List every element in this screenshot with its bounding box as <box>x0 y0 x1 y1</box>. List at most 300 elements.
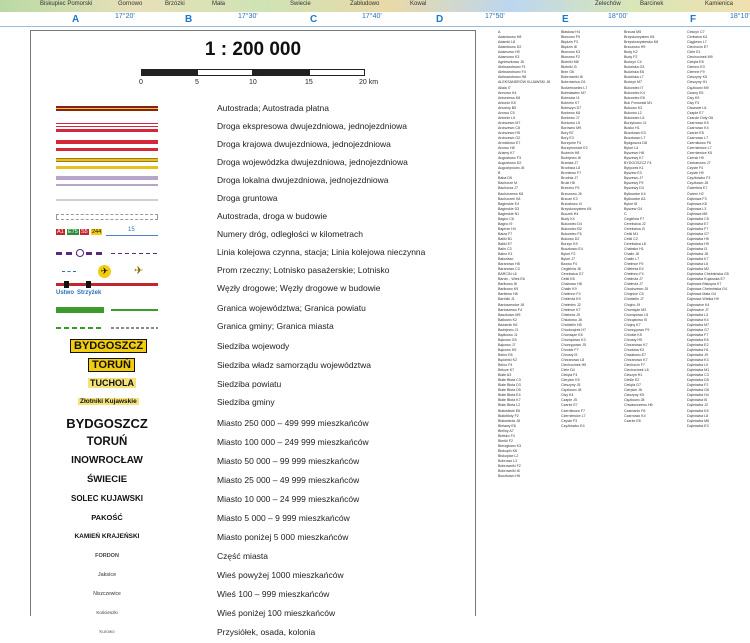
index-entry: Brzyskorzystew K8 <box>561 206 592 211</box>
legend-row-city-100k <box>31 435 475 453</box>
top-map-strip <box>0 0 750 12</box>
index-entry: Bukowiec F6 <box>561 231 582 236</box>
index-entry: Dąbrowa M5 <box>687 211 708 216</box>
legend-label: Granica województwa; Granica powiatu <box>217 303 366 313</box>
index-entry: Chobielin J7 <box>624 297 644 302</box>
meridian-label: 17°20' <box>115 13 135 20</box>
index-entry: Chojny K7 <box>624 322 641 327</box>
town-label: INOWROCŁAW <box>71 455 143 466</box>
index-entry: Chrośle K5 <box>624 332 642 337</box>
index-entry: Ciosny E5 <box>687 90 704 95</box>
map-label: Mała <box>212 1 226 7</box>
index-entry: Budy K2 <box>624 50 638 55</box>
legend-label: Wieś powyżej 1000 mieszkańców <box>217 570 344 580</box>
index-entry: Dąbrówka K3 <box>687 358 709 363</box>
legend-row-commune-border <box>31 319 475 337</box>
index-entry: Chodorążek H7 <box>561 327 586 332</box>
index-entry: Aleksandrowo F4 <box>498 70 526 75</box>
legend-label: Wieś poniżej 100 mieszkańców <box>217 608 336 618</box>
legend-row-city-25k <box>31 473 475 491</box>
legend-label: Droga ekspresowa dwujezdniowa, jednojezdniowa <box>217 121 407 131</box>
index-entry: Dąbrówka Chełmińska G5 <box>687 272 729 277</box>
town-label: FORDON <box>95 553 119 559</box>
index-entry: Błotniki M8 <box>561 60 579 65</box>
index-entry: Czernikowo F7 <box>561 408 585 413</box>
index-entry: Bukowo K3 <box>624 105 643 110</box>
index-entry: Dąbrówka E7 <box>687 221 709 226</box>
index-entry: Białe Błota D5 <box>498 388 521 393</box>
index-entry: Cetki K8 <box>561 277 575 282</box>
index-entry: Chalin K9 <box>561 287 577 292</box>
index-entry: Dąbrówka C3 <box>687 373 709 378</box>
index-entry: Czarnowo K4 <box>687 125 709 130</box>
index-entry: Dąbrowa Wielka H9 <box>687 297 719 302</box>
index-entry: Budy K4 <box>561 216 575 221</box>
ferry-airport-symbol <box>56 263 158 281</box>
index-entry: Chrzanowo K7 <box>624 358 648 363</box>
index-entry: Aleksandrowo F1 <box>498 65 526 70</box>
index-entry: Biełsko F4 <box>498 433 515 438</box>
index-entry: Błonowo F9 <box>561 35 580 40</box>
index-entry: Buczek H4 <box>561 211 579 216</box>
index-entry: Czerniewice K5 <box>687 151 712 156</box>
grid-column-letters <box>0 13 750 27</box>
map-label: Kamienica <box>705 1 734 7</box>
motorway-symbol <box>56 101 158 119</box>
town-label: Kurowo <box>99 629 115 634</box>
grid-column-b: B <box>185 14 193 25</box>
index-entry: Dąbrówka E3 <box>687 423 709 428</box>
map-label: Gornowo <box>118 1 143 7</box>
index-entry: Cerekwica L8 <box>624 241 646 246</box>
index-entry: Agnieszkowo J6 <box>498 60 524 65</box>
index-entry: Cekcyn C7 <box>687 30 705 34</box>
index-entry: Ciechocinek H5 <box>561 363 587 368</box>
index-entry: Chełmce F9 <box>624 262 644 267</box>
meridian-label: 18°00' <box>608 13 628 20</box>
index-entry: Bartoszewice J8 <box>498 302 525 307</box>
index-entry: Barłkowo K9 <box>498 287 519 292</box>
index-entry: Antoniewo K8 <box>498 95 521 100</box>
index-entry: Biskupin K6 <box>498 448 517 453</box>
index-entry: Boczkowo H6 <box>498 474 520 479</box>
town-label: Kościeszki <box>96 610 118 615</box>
index-entry: Błonowo F2 <box>561 55 580 60</box>
index-entry: Augustowo D2 <box>498 161 522 166</box>
index-entry: Dąbrówka F7 <box>687 332 709 337</box>
index-entry: Bnin G6 <box>561 70 574 75</box>
index-entry: Dąbrówka K7 <box>687 257 709 262</box>
index-entry: Bazarnik K6 <box>498 322 518 327</box>
place-name-index <box>498 30 750 615</box>
index-entry: Chorzępowo J5 <box>561 342 586 347</box>
index-entry: Cisy K4 <box>561 393 574 398</box>
index-entry: Chomętowo L5 <box>624 312 649 317</box>
index-entry: Brzyskorzystew K8 <box>624 35 655 40</box>
map-label: Barcinek <box>640 1 664 7</box>
index-entry: Bachorzek K8 <box>498 196 521 201</box>
index-entry: Czarnowo K4 <box>624 413 646 418</box>
index-entry: Anusiny B5 <box>498 105 517 110</box>
index-entry: Cerekwica J2 <box>624 221 646 226</box>
index-entry: Dąbrowa F3 <box>687 196 707 201</box>
index-column <box>561 30 624 615</box>
council-seat-symbol <box>56 358 158 376</box>
index-entry: Dąbrówka I6 <box>687 398 708 403</box>
index-entry: Boniewo J7 <box>561 115 580 120</box>
county-seat-symbol <box>56 377 158 395</box>
index-entry: Augustowo F3 <box>498 156 521 161</box>
index-entry: Budy F2 <box>624 55 638 60</box>
index-entry: Dąbrówka E6 <box>687 337 709 342</box>
town-symbol <box>56 454 158 472</box>
index-entry: Dąbrówka G6 <box>687 388 709 393</box>
legend-label: Droga krajowa dwujezdniowa, jednojezdniowa <box>217 139 391 149</box>
index-entry: Cielęta G7 <box>624 383 641 388</box>
index-entry: Bartlewo H8 <box>498 292 518 297</box>
index-entry: Biskupice L2 <box>498 453 519 458</box>
index-entry: Allala I7 <box>498 85 511 90</box>
town-symbol <box>56 587 158 605</box>
index-entry: Chociszewo J5 <box>624 287 649 292</box>
index-entry: Bukówiec L5 <box>624 115 645 120</box>
scale-segment <box>197 69 253 76</box>
index-entry: Cerekwica I3 <box>624 226 645 231</box>
index-entry: Byszewy F9 <box>624 181 644 186</box>
legend-label: Siedziba władz samorządu województwa <box>217 360 372 370</box>
scale-bar <box>141 69 365 76</box>
index-entry: Ciechocin E7 <box>687 45 709 50</box>
national-road-symbol <box>56 137 158 155</box>
legend-row-city-part <box>31 549 475 567</box>
index-entry: Bolewice I4 <box>561 95 580 100</box>
index-entry: Ciechocinek M9 <box>687 55 713 60</box>
index-entry: Anowo C5 <box>498 110 515 115</box>
index-entry: Ciechocinek L8 <box>624 368 649 373</box>
legend-row-city-5k <box>31 511 475 529</box>
legend-panel <box>30 30 476 637</box>
index-entry: Czarcie Doły G6 <box>687 115 714 120</box>
index-entry: Chalin J8 <box>624 252 639 257</box>
airport-icon: ✈ <box>98 265 111 278</box>
index-entry: Chabowo H8 <box>561 282 582 287</box>
index-entry: Dąbrowice K4 <box>687 302 710 307</box>
town-symbol <box>56 625 158 643</box>
index-entry: Baginskie E4 <box>498 201 519 206</box>
index-entry: Bukowo L2 <box>624 110 642 115</box>
index-entry: Byszew E3 <box>624 171 642 176</box>
index-entry: Cieśle E2 <box>624 378 640 383</box>
index-entry: Czyżkówko F3 <box>687 176 711 181</box>
legend-label: Węzły drogowe; Węzły drogowe w budowie <box>217 283 381 293</box>
index-entry: Dąbrówka L9 <box>687 363 709 368</box>
grid-column-c: C <box>310 14 318 25</box>
index-entry: Anowo H8 <box>498 146 515 151</box>
map-label: Kowal <box>410 1 427 7</box>
index-entry: Dąbrówka L6 <box>687 262 709 267</box>
index-entry: Błaskow H4 <box>561 30 580 34</box>
index-entry: Barłkowo I8 <box>498 282 517 287</box>
index-entry: Cielęta E8 <box>687 60 704 65</box>
index-entry: Błędzin F3 <box>561 40 578 45</box>
index-entry: Budzyń C4 <box>624 60 642 65</box>
index-entry: Cetki C2 <box>624 236 638 241</box>
town-symbol <box>56 416 158 434</box>
index-entry: Chełmiec J2 <box>561 302 581 307</box>
index-entry: Dąbrówka M6 <box>687 418 710 423</box>
index-entry: Chrząstowo I5 <box>624 317 647 322</box>
index-entry: Adamkowo H8 <box>498 35 522 40</box>
index-entry: Białe Błota K7 <box>498 398 521 403</box>
voivodeship-border-symbol <box>56 301 158 319</box>
scale-segment <box>141 69 197 76</box>
index-entry: Będzinki K2 <box>498 358 517 363</box>
index-entry: Cierpice J6 <box>624 388 642 393</box>
index-column <box>624 30 687 615</box>
index-entry: Adamowo K3 <box>498 55 520 60</box>
index-entry: Belno F4 <box>498 363 513 368</box>
index-entry: Bieliny A7 <box>498 428 514 433</box>
index-entry: Białowieża J8 <box>498 418 520 423</box>
index-entry: Dąbrówka J8 <box>687 252 708 257</box>
index-entry: Bytyczek K1 <box>624 166 644 171</box>
index-entry: Adamowo H9 <box>498 50 520 55</box>
grid-column-d: D <box>436 14 444 25</box>
legend-label: Droga gruntowa <box>217 193 278 203</box>
index-entry: Baginskie D3 <box>498 206 520 211</box>
index-entry: Bobrowo L3 <box>498 458 518 463</box>
index-entry: Borówno M9 <box>561 125 582 130</box>
index-entry: Białe Błota D3 <box>498 383 521 388</box>
index-entry: Balin C3 <box>498 247 512 252</box>
scale-tick: 20 km <box>359 79 379 86</box>
town-label: Niszczewice <box>93 591 121 597</box>
index-entry: Chrzanowo K7 <box>624 342 648 347</box>
index-entry: Buszkowo E3 <box>624 130 646 135</box>
town-label: Jaksice <box>97 572 117 578</box>
index-entry: Chwałowo E7 <box>624 353 646 357</box>
index-entry: Dąbrówka M7 <box>687 322 710 327</box>
index-entry: Chojno J9 <box>624 302 641 307</box>
legend-label: Miasto poniżej 5 000 mieszkańców <box>217 532 349 542</box>
index-entry: Białe Błota C3 <box>498 378 521 383</box>
index-entry: Brzeźno F5 <box>561 186 580 191</box>
index-entry: Bartoszewo F4 <box>498 307 522 312</box>
legend-row-road-numbers <box>31 227 475 245</box>
index-entry: A <box>498 30 501 34</box>
index-entry: Chlebnia J5 <box>561 312 580 317</box>
index-entry: Bobrowniki F2 <box>498 464 521 469</box>
index-entry: Aleksandrowo H8 <box>498 75 527 80</box>
seat-label: Złotniki Kujawskie <box>80 398 137 405</box>
index-entry: Bukowiec E6 <box>624 95 645 100</box>
index-entry: Bobrowniki I8 <box>561 75 583 80</box>
index-entry: Dąbrówka Kujawska E7 <box>687 277 725 282</box>
index-entry: Bytoń I8 <box>624 201 638 206</box>
index-entry: Czarnowo L7 <box>687 135 709 140</box>
meridian-label: 17°50' <box>485 13 505 20</box>
index-entry: Bytkowice K4 <box>624 191 646 196</box>
index-entry: Bytoń L4 <box>624 146 639 151</box>
legend-row-motorway <box>31 101 475 119</box>
grid-column-f: F <box>690 14 697 25</box>
index-entry: Dąbrówka K5 <box>687 408 709 413</box>
index-entry: Cielęta F4 <box>561 373 578 378</box>
map-label: Zabłudowo <box>350 1 380 7</box>
index-entry: Dąbrowa Chełmińska G4 <box>687 287 727 292</box>
index-entry: Cerkwica K4 <box>687 35 708 40</box>
index-entry: Bełno E6 <box>498 353 513 357</box>
index-entry: Bażejewo J1 <box>498 327 519 332</box>
index-entry: Brzustowo I4 <box>561 201 582 206</box>
local-road-symbol <box>56 173 158 191</box>
legend-row-under-construction <box>31 209 475 227</box>
index-entry: Ćwiertnia E7 <box>687 186 708 191</box>
road-number-badge: A1 <box>57 229 64 235</box>
index-entry: Baba D6 <box>498 176 512 181</box>
index-entry: Chomiąże K8 <box>561 332 583 337</box>
index-entry: Arciszewo H5 <box>498 130 520 135</box>
index-entry: Bolesławiec M7 <box>561 90 586 95</box>
index-entry: Bukowiec I7 <box>624 85 644 90</box>
index-entry: Dąbrowice J7 <box>687 307 709 312</box>
road-number-badge: E75 <box>68 229 78 235</box>
legend-label: Miasto 250 000 – 499 999 mieszkańców <box>217 418 369 428</box>
index-entry: Dąbrowa L3 <box>687 206 707 211</box>
road-number-badge: S5 <box>81 229 88 235</box>
index-entry: Czarże E7 <box>561 403 578 408</box>
legend-row-village-medium <box>31 587 475 605</box>
index-entry: Bielawy E6 <box>498 423 516 428</box>
index-entry: Bałza F7 <box>498 231 513 236</box>
index-entry: Bobrowniki I8 <box>498 469 520 474</box>
index-entry: Dąbrówka E2 <box>687 342 709 347</box>
town-symbol <box>56 606 158 624</box>
index-entry: Chlebnia E4 <box>624 267 644 272</box>
scale-tick: 5 <box>195 79 199 86</box>
index-entry: Cierpice K5 <box>561 378 580 383</box>
index-entry: ALEKSANDRÓW KUJAWSKI J8 <box>498 80 550 85</box>
town-label: BYDGOSZCZ <box>66 416 148 431</box>
index-entry: Bieńki F2 <box>498 438 513 443</box>
legend-row-voivodeship-council-seat <box>31 358 475 376</box>
index-entry: Dąbrówka M2 <box>687 267 710 272</box>
legend-row-ferry-airport <box>31 263 475 281</box>
legend-label: Miasto 50 000 – 99 999 mieszkańców <box>217 456 360 466</box>
legend-row-railway <box>31 245 475 263</box>
road-number-badge: 244 <box>92 229 102 235</box>
distance-label: 15 <box>128 227 135 233</box>
index-entry: Ciele E1 <box>687 50 701 55</box>
index-entry: C <box>624 211 627 216</box>
index-entry: Białe Błota L2 <box>498 403 521 408</box>
junction-label: Strzyżek <box>77 290 102 296</box>
index-entry: Baranowo C3 <box>498 267 520 272</box>
index-entry: Czekanowo J7 <box>687 161 711 166</box>
legend-row-voivodeship-road <box>31 155 475 173</box>
index-entry: Chrzanowo L8 <box>561 358 585 363</box>
index-entry: Chełmno F4 <box>624 272 644 277</box>
index-entry: Bodzenowiec L7 <box>561 85 588 90</box>
index-entry: Bierzgłowo K3 <box>498 443 521 448</box>
index-entry: Borkowo L5 <box>561 120 580 125</box>
index-entry: Baliki E7 <box>498 241 512 246</box>
index-entry: Dąbrówka M1 <box>687 368 710 373</box>
railway-symbol <box>56 245 158 263</box>
index-entry: Bruki H8 <box>561 181 575 186</box>
seat-label: BYDGOSZCZ <box>70 339 147 353</box>
index-entry: Bartniki J1 <box>498 297 515 302</box>
index-entry: Brzuze K3 <box>561 196 578 201</box>
index-entry: Dąbrówka H1 <box>687 347 709 352</box>
index-entry: Chomiąże M3 <box>624 307 647 312</box>
index-entry: Chojnice C5 <box>624 292 644 297</box>
index-entry: Czarże E6 <box>624 418 641 423</box>
junction-symbol <box>56 281 158 301</box>
index-entry: Buszkowo E4 <box>561 247 583 252</box>
index-entry: Adamkowo D2 <box>498 45 522 50</box>
legend-label: Siedziba powiatu <box>217 379 282 389</box>
index-entry: Bajerze H4 <box>498 226 516 231</box>
legend-label: Numery dróg, odległości w kilometrach <box>217 229 363 239</box>
index-entry: Bramka J7 <box>561 161 579 166</box>
legend-row-voivode-seat <box>31 339 475 357</box>
seat-label: TORUŃ <box>88 358 135 372</box>
index-entry: Dąbrowa Biskupia K7 <box>687 282 722 287</box>
index-entry: B <box>498 171 501 176</box>
index-entry: Dąbrówka L3 <box>687 312 709 317</box>
index-entry: Czyste F4 <box>687 166 704 171</box>
index-entry: Bukowiec D4 <box>561 221 582 226</box>
index-entry: Błędzin I8 <box>561 45 577 50</box>
index-entry: Chełmża K9 <box>561 297 581 302</box>
index-entry: Chełmża J7 <box>624 277 643 282</box>
legend-row-county-seat <box>31 377 475 395</box>
index-entry: Byszewy K7 <box>624 156 644 161</box>
index-entry: Czerniewice L7 <box>561 413 586 418</box>
index-entry: Boniewo K8 <box>561 110 581 115</box>
index-entry: Ciemne F9 <box>687 70 705 75</box>
index-entry: Arciszewo C8 <box>498 125 520 130</box>
index-entry: Buszkowo L7 <box>624 135 646 140</box>
index-entry: Bałkowo K2 <box>498 317 517 322</box>
index-entry: Bolemin K7 <box>561 100 580 105</box>
legend-row-junctions <box>31 281 475 301</box>
voivode-seat-symbol <box>56 339 158 357</box>
index-entry: Czernikowo F6 <box>687 141 711 146</box>
town-symbol <box>56 492 158 510</box>
index-entry: Byszewo J7 <box>624 176 644 181</box>
index-entry: Chrośle F7 <box>561 347 579 352</box>
index-entry: Baranowo H8 <box>498 262 520 267</box>
index-entry: Bydgoszcz D8 <box>624 141 647 146</box>
index-entry: Annowo K4 <box>498 90 517 95</box>
index-entry: Ciele D4 <box>561 368 575 373</box>
legend-label: Granica gminy; Granica miasta <box>217 321 334 331</box>
index-entry: Czarnowo K5 <box>687 120 709 125</box>
index-entry: Brzozowo H9 <box>624 45 646 50</box>
voivodeship-road-symbol <box>56 155 158 173</box>
index-entry: Dąbrówka G7 <box>687 231 709 236</box>
index-entry: Czerniewice L7 <box>687 146 712 151</box>
index-entry: Dąbrówka J9 <box>687 353 708 357</box>
index-entry: Cieszyny K5 <box>687 75 707 80</box>
airfield-icon: ✈ <box>134 265 144 277</box>
scale-segment <box>309 69 365 76</box>
index-entry: Budziska L7 <box>624 75 644 80</box>
index-entry: Bąkowo H9 <box>498 347 517 352</box>
commune-seat-symbol <box>56 395 158 413</box>
